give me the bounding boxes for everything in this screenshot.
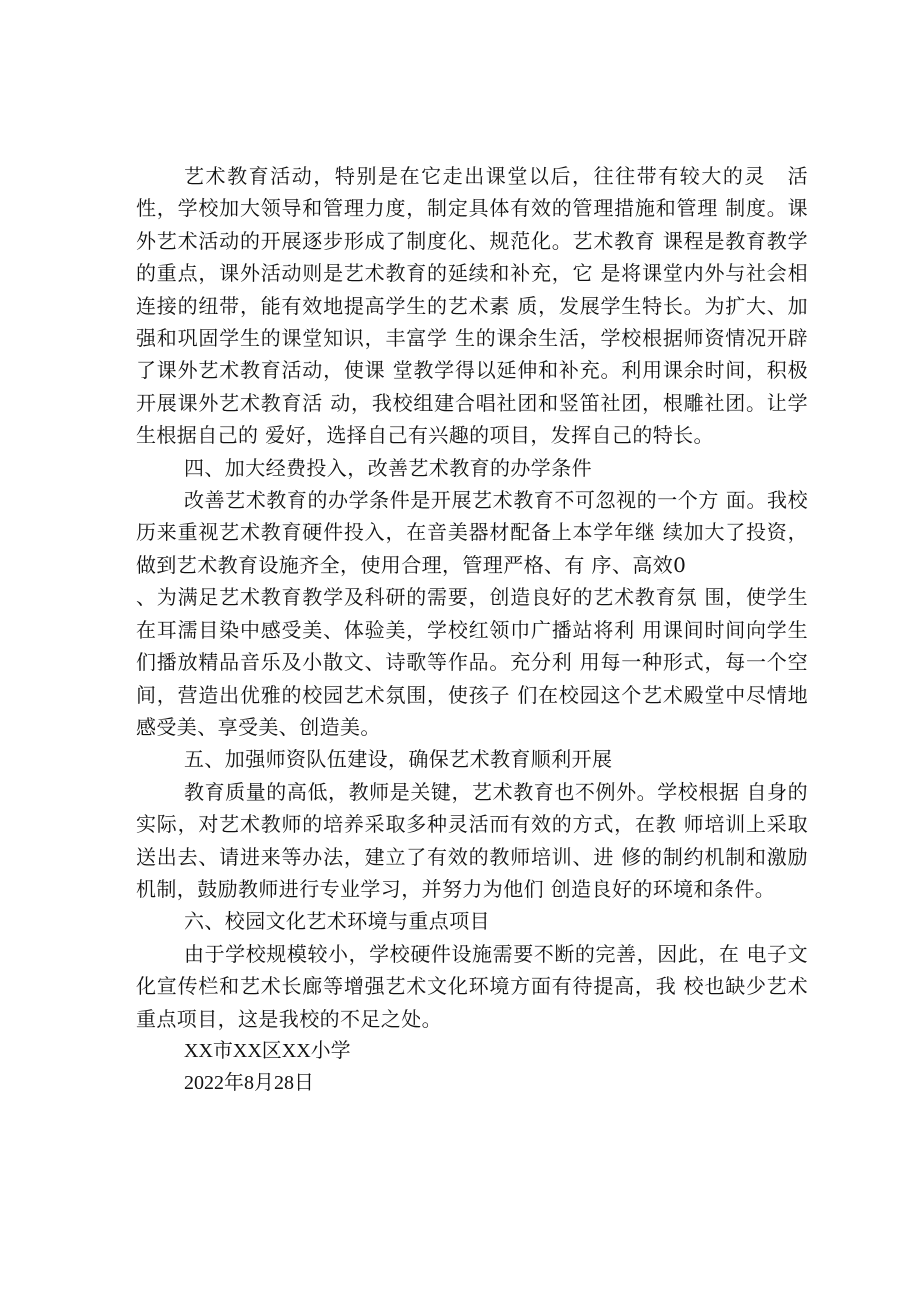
- paragraph-campus-culture: 由于学校规模较小，学校硬件设施需要不断的完善，因此，在 电子文化宣传栏和艺术长廊等增强艺术文化环境方面有待提高，我 校也缺少艺术重点项目，这是我校的不足之处。: [136, 941, 808, 1031]
- paragraph-funding: 改善艺术教育的办学条件是开展艺术教育不可忽视的一个方 面。我校历来重视艺术教育硬件投入，在音美器材配备上本学年继 续加大了投资，做到艺术教育设施齐全，使用合理，管理严格、有 序、高效0: [136, 488, 808, 577]
- document-body: [136, 160, 808, 1100]
- paragraph-teachers: 教育质量的高低，教师是关键，艺术教育也不例外。学校根据 自身的实际，对艺术教师的培养采取多种灵活而有效的方式，在教 师培训上采取送出去、请进来等办法，建立了有效的教师培训、进 修的制约机制和激励机制，鼓励教师进行专业学习，并努力为他们 创造良好的环境和条件。: [136, 779, 808, 901]
- paragraph-environment: 、为满足艺术教育教学及科研的需要，创造良好的艺术教育氛 围，使学生在耳濡目染中感受美、体验美，学校红领巾广播站将利 用课间时间向学生们播放精品音乐及小散文、诗歌等作品。充分利 用每一种形式，每一个空间，营造出优雅的校园艺术氛围，使孩子 们在校园这个艺术殿堂中尽情地感受美、享受美、创造美。: [136, 585, 808, 739]
- signature-date: 2022年8月28日: [184, 1072, 314, 1095]
- signature-school-name: XX市XX区XX小学: [184, 1039, 351, 1062]
- section-heading-campus-culture: 六、校园文化艺术环境与重点项目: [184, 909, 490, 934]
- section-heading-teachers: 五、加强师资队伍建设，确保艺术教育顺利开展: [184, 747, 613, 772]
- section-heading-funding: 四、加大经费投入，改善艺术教育的办学条件: [184, 455, 592, 480]
- paragraph-art-activities: 艺术教育活动，特别是在它走出课堂以后，往往带有较大的灵 活性，学校加大领导和管理力度，制定具体有效的管理措施和管理 制度。课外艺术活动的开展逐步形成了制度化、规范化。艺术教育 课程是教育教学的重点，课外活动则是艺术教育的延续和补充，它 是将课堂内外与社会相连接的纽带，能有效地提高学生的艺术素 质，发展学生特长。为扩大、加强和巩固学生的课堂知识，丰富学 生的课余生活，学校根据师资情况开辟了课外艺术教育活动，使课 堂教学得以延伸和补充。利用课余时间，积极开展课外艺术教育活 动，我校组建合唱社团和竖笛社团，根雕社团。让学生根据自己的 爱好，选择自己有兴趣的项目，发挥自己的特长。: [136, 164, 808, 448]
